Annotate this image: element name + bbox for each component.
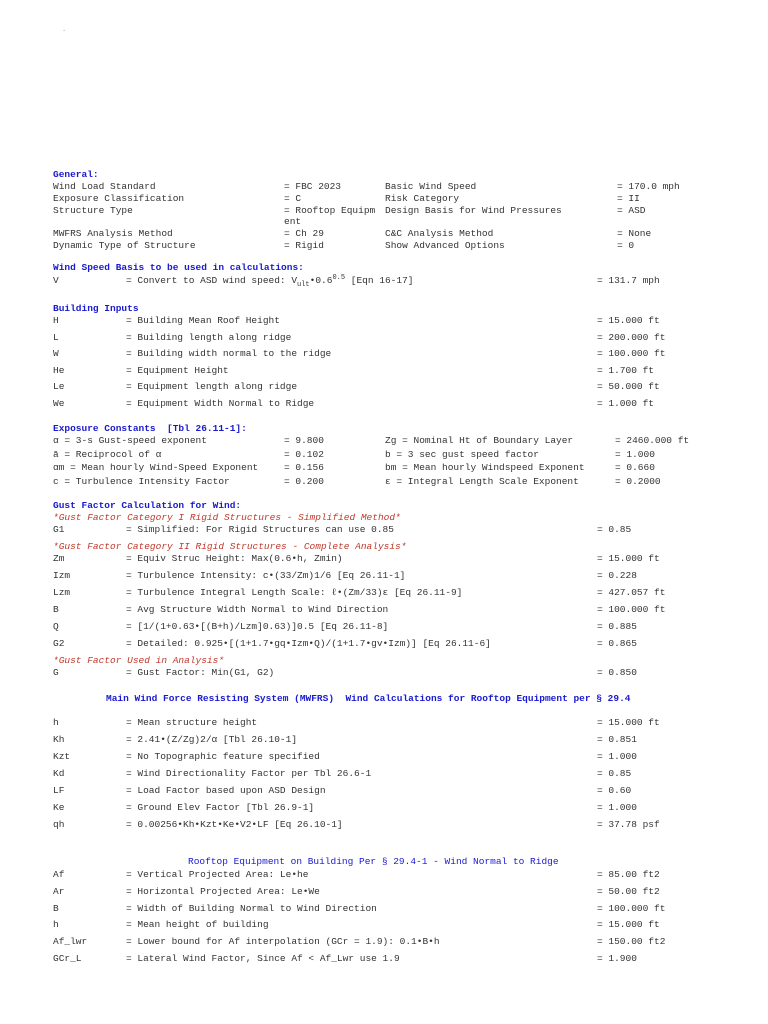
- description: = Horizontal Projected Area: Le•We: [126, 885, 320, 897]
- label: ε = Integral Length Scale Exponent: [385, 475, 579, 487]
- label: Basic Wind Speed: [385, 181, 477, 192]
- value: = 1.000 ft: [597, 397, 655, 409]
- symbol: B: [53, 902, 59, 914]
- value: = 1.000: [597, 802, 637, 813]
- label: Show Advanced Options: [385, 240, 505, 251]
- value: = 0.2000: [615, 475, 661, 487]
- description: = Equipment Width Normal to Ridge: [126, 397, 315, 409]
- value: = 37.78 psf: [597, 819, 660, 830]
- description: = Simplified: For Rigid Structures can use 0.85: [126, 524, 394, 535]
- label: αm = Mean hourly Wind-Speed Exponent: [53, 462, 259, 473]
- description: = Detailed: 0.925•[(1+1.7•gq•Izm•Q)/(1+1.7•gv•Izm)] [Eq 26.11-6]: [126, 638, 491, 649]
- value: = C: [284, 193, 302, 204]
- symbol: h: [53, 919, 59, 931]
- value: = 0.851: [597, 734, 637, 745]
- label: Design Basis for Wind Pressures: [385, 205, 562, 216]
- value: = 0.85: [597, 768, 632, 779]
- value: = 9.800: [284, 435, 324, 446]
- symbol: Ke: [53, 802, 65, 813]
- section-title: Rooftop Equipment on Building Per § 29.4-1 - Wind Normal to Ridge: [188, 856, 559, 867]
- value: = Ch 29: [284, 228, 324, 239]
- description: = Mean height of building: [126, 919, 269, 931]
- value: = 0: [617, 240, 635, 251]
- description: = Vertical Projected Area: Le•he: [126, 869, 309, 880]
- symbol: We: [53, 397, 65, 409]
- symbol: V: [53, 275, 59, 286]
- value: = 15.000 ft: [597, 315, 660, 326]
- value: = II: [617, 193, 640, 204]
- value: = FBC 2023: [284, 181, 342, 192]
- label: Structure Type: [53, 205, 133, 216]
- description: = Lateral Wind Factor, Since Af < Af_Lwr use 1.9: [126, 953, 400, 964]
- symbol: Q: [53, 621, 59, 632]
- description: = Ground Elev Factor [Tbl 26.9-1]: [126, 802, 315, 813]
- description: = Convert to ASD wind speed: $V_{ult}•0.6^{0.5}$ [Eqn 16-17]: [126, 273, 414, 289]
- value: = 1.700 ft: [597, 364, 655, 376]
- label: Wind Load Standard: [53, 181, 156, 192]
- value: = 150.00 ft2: [597, 936, 666, 948]
- description: = Gust Factor: Min(G1, G2): [126, 667, 275, 678]
- symbol: Lzm: [53, 587, 71, 598]
- category-note: *Gust Factor Category I Rigid Structures - Simplified Method*: [53, 512, 401, 523]
- symbol: G1: [53, 524, 65, 535]
- label: Risk Category: [385, 193, 460, 204]
- label: c = Turbulence Intensity Factor: [53, 475, 230, 487]
- symbol: Zm: [53, 553, 65, 564]
- label: Zg = Nominal Ht of Boundary Layer: [385, 435, 574, 446]
- description: = Load Factor based upon ASD Design: [126, 785, 326, 796]
- description: = Width of Building Normal to Wind Direction: [126, 902, 377, 914]
- description: = Wind Directionality Factor per Tbl 26.6-1: [126, 768, 372, 779]
- description: = Equipment length along ridge: [126, 381, 298, 392]
- value: = 0.156: [284, 462, 324, 473]
- symbol: Kd: [53, 768, 65, 779]
- value: = 100.000 ft: [597, 604, 666, 615]
- value: = 0.85: [597, 524, 632, 535]
- value: = 85.00 ft2: [597, 869, 660, 880]
- description: = Turbulence Intensity: c•(33/Zm)1/6 [Eq 26.11-1]: [126, 570, 406, 581]
- symbol: GCr_L: [53, 953, 82, 964]
- section-title: General:: [53, 169, 99, 180]
- value: = 15.000 ft: [597, 717, 660, 728]
- symbol: Kh: [53, 734, 65, 745]
- symbol: Ar: [53, 885, 65, 897]
- category-note: *Gust Factor Category II Rigid Structures - Complete Analysis*: [53, 541, 407, 552]
- description: = Equiv Struc Height: Max(0.6•h, Zmin): [126, 553, 343, 564]
- symbol: Af_lwr: [53, 936, 88, 948]
- description: = [1/(1+0.63•[(B+h)/Lzm]0.63)]0.5 [Eq 26.11-8]: [126, 621, 389, 632]
- label: bm = Mean hourly Windspeed Exponent: [385, 462, 585, 473]
- value: = 50.000 ft: [597, 381, 660, 392]
- description: = Turbulence Integral Length Scale: ℓ•(Zm/33)ε [Eq 26.11-9]: [126, 587, 463, 598]
- symbol: W: [53, 348, 59, 359]
- value: = 50.00 ft2: [597, 885, 660, 897]
- description: = 0.00256•Kh•Kzt•Ke•V2•LF [Eq 26.10-1]: [126, 819, 343, 830]
- value: = 131.7 mph: [597, 275, 660, 286]
- value: = 1.900: [597, 953, 637, 964]
- value: = 15.000 ft: [597, 553, 660, 564]
- section-title: Exposure Constants [Tbl 26.11-1]:: [53, 423, 247, 434]
- page-mark: .: [62, 26, 67, 34]
- description: = Building Mean Roof Height: [126, 315, 280, 326]
- description: = 2.41•(Z/Zg)2/α [Tbl 26.10-1]: [126, 734, 298, 745]
- symbol: h: [53, 717, 59, 728]
- value: = 427.057 ft: [597, 587, 666, 598]
- description: = Equipment Height: [126, 364, 229, 376]
- value: = 0.885: [597, 621, 637, 632]
- value: ent: [284, 216, 302, 227]
- symbol: Le: [53, 381, 65, 392]
- symbol: Izm: [53, 570, 71, 581]
- value: = 2460.000 ft: [615, 435, 690, 446]
- category-note: *Gust Factor Used in Analysis*: [53, 655, 225, 666]
- value: = 100.000 ft: [597, 348, 666, 359]
- label: Exposure Classification: [53, 193, 185, 204]
- symbol: B: [53, 604, 59, 615]
- description: = Avg Structure Width Normal to Wind Direction: [126, 604, 389, 615]
- label: C&C Analysis Method: [385, 228, 494, 239]
- label: b = 3 sec gust speed factor: [385, 448, 539, 460]
- label: ā = Reciprocol of α: [53, 448, 162, 460]
- label: α = 3-s Gust-speed exponent: [53, 435, 207, 446]
- value: = 0.102: [284, 448, 324, 460]
- value: = 0.850: [597, 667, 637, 678]
- value: = 0.865: [597, 638, 637, 649]
- symbol: Af: [53, 869, 65, 880]
- symbol: Kzt: [53, 751, 71, 762]
- value: = 200.000 ft: [597, 331, 666, 343]
- section-title: Building Inputs: [53, 303, 139, 314]
- symbol: L: [53, 331, 59, 343]
- description: = Mean structure height: [126, 717, 258, 728]
- description: = Building length along ridge: [126, 331, 292, 343]
- symbol: qh: [53, 819, 65, 830]
- section-title: Gust Factor Calculation for Wind:: [53, 500, 242, 511]
- value: = 15.000 ft: [597, 919, 660, 931]
- value: = 0.228: [597, 570, 637, 581]
- symbol: H: [53, 315, 59, 326]
- value: = 0.660: [615, 462, 655, 473]
- value: = ASD: [617, 205, 646, 216]
- value: = 100.000 ft: [597, 902, 666, 914]
- value: = 170.0 mph: [617, 181, 680, 192]
- description: = Lower bound for Af interpolation (GCr = 1.9): 0.1•B•h: [126, 936, 440, 948]
- description: = No Topographic feature specified: [126, 751, 320, 762]
- section-title: Wind Speed Basis to be used in calculations:: [53, 262, 304, 273]
- section-title: Main Wind Force Resisting System (MWFRS) Wind Calculations for Rooftop Equipment per § 29.4: [106, 693, 631, 704]
- symbol: He: [53, 364, 65, 376]
- value: = Rooftop Equipm: [284, 205, 376, 216]
- symbol: G2: [53, 638, 65, 649]
- description: = Building width normal to the ridge: [126, 348, 332, 359]
- value: = None: [617, 228, 652, 239]
- value: = 0.60: [597, 785, 632, 796]
- value: = Rigid: [284, 240, 324, 251]
- value: = 0.200: [284, 475, 324, 487]
- label: MWFRS Analysis Method: [53, 228, 173, 239]
- symbol: LF: [53, 785, 65, 796]
- label: Dynamic Type of Structure: [53, 240, 196, 251]
- value: = 1.000: [615, 448, 655, 460]
- value: = 1.000: [597, 751, 637, 762]
- symbol: G: [53, 667, 59, 678]
